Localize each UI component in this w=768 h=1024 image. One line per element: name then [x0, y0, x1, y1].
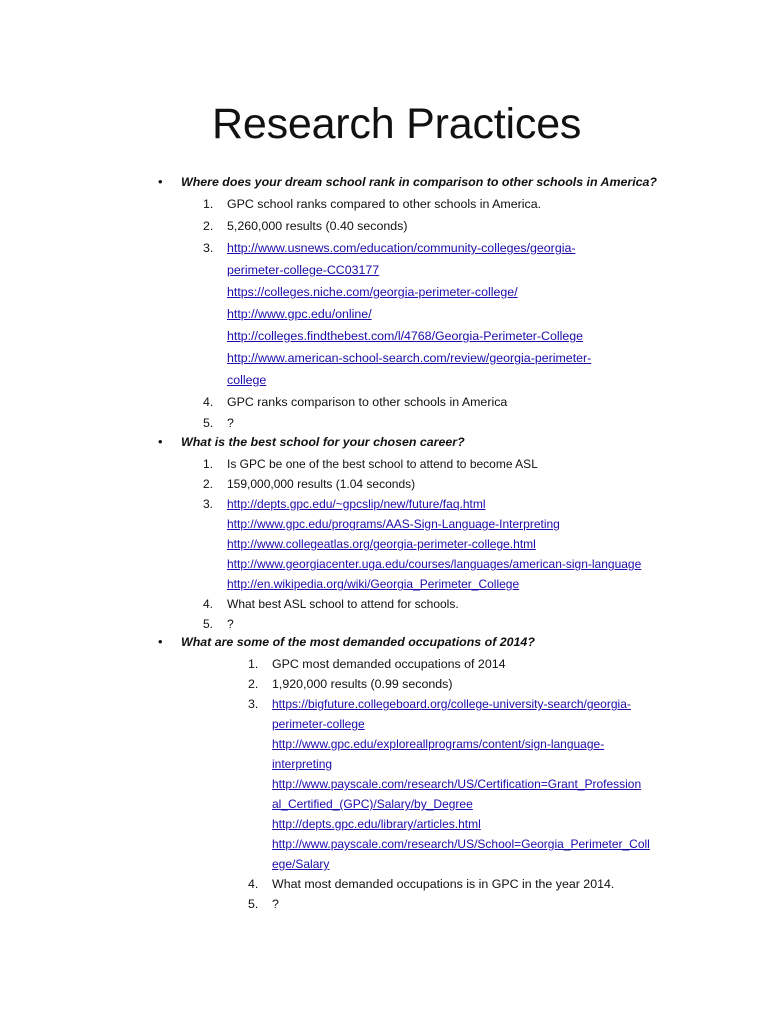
list-item — [0, 594, 768, 614]
item-number: 4. — [203, 597, 214, 611]
list-item — [0, 392, 768, 413]
list-item-links — [0, 494, 768, 594]
link-wikipedia[interactable]: http://en.wikipedia.org/wiki/Georgia_Perimeter_College — [227, 577, 520, 591]
link-gpc-library[interactable]: http://depts.gpc.edu/library/articles.html — [272, 817, 481, 831]
list-item — [0, 614, 768, 634]
item-number: 4. — [248, 877, 259, 891]
link-payscale-school-cont[interactable]: ege/Salary — [272, 857, 330, 871]
list-item — [0, 654, 768, 674]
link-gpc-sign-language[interactable]: http://www.gpc.edu/programs/AAS-Sign-Language-Interpreting — [227, 517, 560, 531]
question-row — [0, 632, 768, 654]
item-text: GPC school ranks compared to other schools in America. — [227, 197, 542, 211]
link-gpc-online[interactable]: http://www.gpc.edu/online/ — [227, 307, 372, 321]
bullet-icon: • — [158, 174, 163, 189]
link-gpc-explore-programs-cont[interactable]: interpreting — [272, 757, 333, 771]
link-niche[interactable]: https://colleges.niche.com/georgia-perimeter-college/ — [227, 285, 518, 299]
item-number: 2. — [203, 219, 214, 233]
list-item — [0, 454, 768, 474]
item-text: 1,920,000 results (0.99 seconds) — [272, 677, 453, 691]
question-text: What are some of the most demanded occupations of 2014? — [181, 635, 535, 649]
item-text: Is GPC be one of the best school to attend to become ASL — [227, 457, 538, 471]
item-number: 1. — [203, 197, 214, 211]
question-row — [0, 432, 768, 454]
section-demanded-occupations — [0, 632, 768, 914]
link-collegeatlas[interactable]: http://www.collegeatlas.org/georgia-perimeter-college.html — [227, 537, 536, 551]
link-usnews-cont[interactable]: perimeter-college-CC03177 — [227, 263, 380, 277]
list-item — [0, 216, 768, 238]
link-american-school-search[interactable]: http://www.american-school-search.com/review/georgia-perimeter- — [227, 351, 592, 365]
item-number: 3. — [203, 241, 214, 255]
item-number: 5. — [248, 897, 259, 911]
link-usnews[interactable]: http://www.usnews.com/education/community-colleges/georgia- — [227, 241, 576, 255]
item-number: 2. — [248, 677, 259, 691]
link-georgiacenter[interactable]: http://www.georgiacenter.uga.edu/courses/languages/american-sign-language — [227, 557, 642, 571]
item-text: 5,260,000 results (0.40 seconds) — [227, 219, 408, 233]
page-title: Research Practices — [212, 100, 582, 148]
list-item-links — [0, 694, 768, 874]
item-text: 159,000,000 results (1.04 seconds) — [227, 477, 416, 491]
link-bigfuture[interactable]: https://bigfuture.collegeboard.org/college-university-search/georgia- — [272, 697, 631, 711]
section-best-school-career — [0, 432, 768, 634]
item-text: GPC ranks comparison to other schools in America — [227, 395, 508, 409]
link-payscale-certification[interactable]: http://www.payscale.com/research/US/Certification=Grant_Profession — [272, 777, 642, 791]
link-bigfuture-cont[interactable]: perimeter-college — [272, 717, 365, 731]
list-item — [0, 874, 768, 894]
item-text: ? — [227, 416, 234, 430]
item-number: 4. — [203, 395, 214, 409]
section-dream-school-rank — [0, 172, 768, 434]
bullet-icon: • — [158, 634, 163, 649]
item-number: 5. — [203, 617, 214, 631]
link-payscale-certification-cont[interactable]: al_Certified_(GPC)/Salary/by_Degree — [272, 797, 473, 811]
question-text: What is the best school for your chosen career? — [181, 435, 465, 449]
bullet-icon: • — [158, 434, 163, 449]
list-item — [0, 894, 768, 914]
list-item — [0, 474, 768, 494]
list-item — [0, 194, 768, 216]
link-gpcslip-faq[interactable]: http://depts.gpc.edu/~gpcslip/new/future/faq.html — [227, 497, 486, 511]
item-text: What best ASL school to attend for schools. — [227, 597, 459, 611]
item-number: 3. — [203, 497, 214, 511]
item-text: What most demanded occupations is in GPC in the year 2014. — [272, 877, 615, 891]
item-text: ? — [272, 897, 279, 911]
link-american-school-search-cont[interactable]: college — [227, 373, 267, 387]
item-number: 1. — [248, 657, 259, 671]
list-item — [0, 413, 768, 434]
link-gpc-explore-programs[interactable]: http://www.gpc.edu/exploreallprograms/content/sign-language- — [272, 737, 605, 751]
list-item — [0, 674, 768, 694]
item-number: 3. — [248, 697, 259, 711]
item-number: 2. — [203, 477, 214, 491]
list-item-links — [0, 238, 768, 392]
item-number: 1. — [203, 457, 214, 471]
question-row — [0, 172, 768, 194]
item-number: 5. — [203, 416, 214, 430]
link-payscale-school[interactable]: http://www.payscale.com/research/US/School=Georgia_Perimeter_Coll — [272, 837, 650, 851]
question-text: Where does your dream school rank in comparison to other schools in America? — [181, 175, 657, 189]
item-text: ? — [227, 617, 234, 631]
link-findthebest[interactable]: http://colleges.findthebest.com/l/4768/Georgia-Perimeter-College — [227, 329, 584, 343]
item-text: GPC most demanded occupations of 2014 — [272, 657, 506, 671]
